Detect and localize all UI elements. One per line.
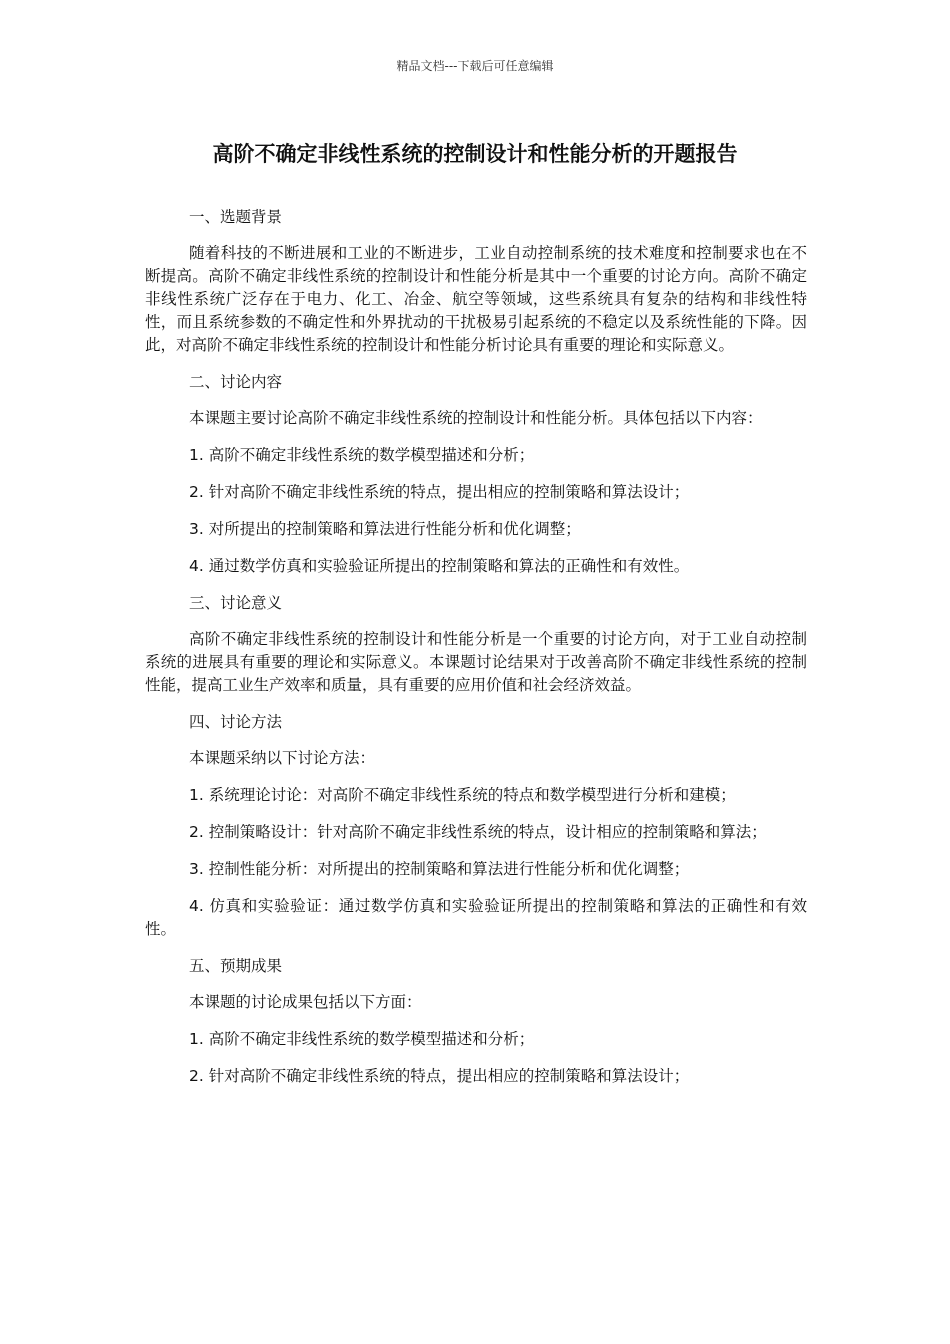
paragraph-outcomes-intro: 本课题的讨论成果包括以下方面： bbox=[189, 993, 422, 1011]
list-item: 2. 针对高阶不确定非线性系统的特点，提出相应的控制策略和算法设计； bbox=[189, 483, 690, 501]
list-item: 1. 系统理论讨论：对高阶不确定非线性系统的特点和数学模型进行分析和建模； bbox=[189, 786, 736, 804]
section-heading-methods: 四、讨论方法 bbox=[189, 713, 283, 731]
list-item: 2. 控制策略设计：针对高阶不确定非线性系统的特点，设计相应的控制策略和算法； bbox=[189, 823, 767, 841]
section-heading-content: 二、讨论内容 bbox=[189, 373, 283, 391]
paragraph-significance: 高阶不确定非线性系统的控制设计和性能分析是一个重要的讨论方向，对于工业自动控制系统的进展具有重要的理论和实际意义。本课题讨论结果对于改善高阶不确定非线性系统的控制性能，提高工业生产效率和质量，具有重要的应用价值和社会经济效益。 bbox=[145, 630, 807, 694]
section-heading-outcomes: 五、预期成果 bbox=[189, 957, 283, 975]
list-item: 1. 高阶不确定非线性系统的数学模型描述和分析； bbox=[189, 1030, 535, 1048]
document-body bbox=[145, 206, 807, 1088]
section-heading-background: 一、选题背景 bbox=[189, 208, 283, 226]
paragraph-background: 随着科技的不断进展和工业的不断进步，工业自动控制系统的技术难度和控制要求也在不断提高。高阶不确定非线性系统的控制设计和性能分析是其中一个重要的讨论方向。高阶不确定非线性系统广泛存在于电力、化工、冶金、航空等领域，这些系统具有复杂的结构和非线性特性，而且系统参数的不确定性和外界扰动的干扰极易引起系统的不稳定以及系统性能的下降。因此，对高阶不确定非线性系统的控制设计和性能分析讨论具有重要的理论和实际意义。 bbox=[145, 244, 807, 354]
list-item: 2. 针对高阶不确定非线性系统的特点，提出相应的控制策略和算法设计； bbox=[189, 1067, 690, 1085]
header-note: 精品文档---下载后可任意编辑 bbox=[396, 59, 554, 73]
list-item: 1. 高阶不确定非线性系统的数学模型描述和分析； bbox=[189, 446, 535, 464]
list-item: 3. 控制性能分析：对所提出的控制策略和算法进行性能分析和优化调整； bbox=[189, 860, 690, 878]
paragraph-content-intro: 本课题主要讨论高阶不确定非线性系统的控制设计和性能分析。具体包括以下内容： bbox=[189, 409, 763, 427]
list-item: 4. 通过数学仿真和实验验证所提出的控制策略和算法的正确性和有效性。 bbox=[189, 557, 690, 575]
section-heading-significance: 三、讨论意义 bbox=[189, 594, 283, 612]
list-item: 3. 对所提出的控制策略和算法进行性能分析和优化调整； bbox=[189, 520, 581, 538]
document-title: 高阶不确定非线性系统的控制设计和性能分析的开题报告 bbox=[212, 142, 738, 166]
paragraph-methods-intro: 本课题采纳以下讨论方法： bbox=[189, 749, 376, 767]
list-item: 4. 仿真和实验验证：通过数学仿真和实验验证所提出的控制策略和算法的正确性和有效性。 bbox=[145, 897, 807, 938]
